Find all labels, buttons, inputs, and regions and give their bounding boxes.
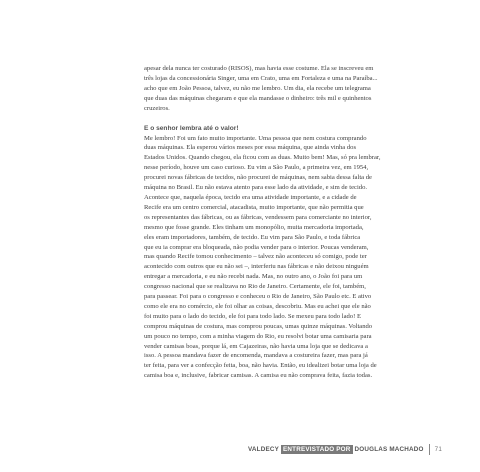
footer-interviewed-by-label: ENTREVISTADO POR	[283, 445, 351, 453]
interview-answer-paragraph: apesar dela nunca ter costurado (RISOS), mas havia esse costume. Ela se inscreveu em três lojas da concessionária Singer, uma em Crato, uma em Fortaleza e uma na Paraíba... acho que em João Pessoa, talvez, eu não me lembro. Um dia, ela recebe um telegrama que duas das máquinas chegaram e que ela mandasse o dinheiro: três mil e quinhentos cruzeiros.	[144, 65, 378, 112]
page-number: 71	[434, 445, 443, 453]
interview-question: E o senhor lembra até o valor!	[144, 124, 239, 132]
footer-author-name: DOUGLAS MACHADO	[354, 445, 424, 453]
footer-divider	[429, 444, 430, 455]
page-content	[144, 64, 441, 381]
page-footer	[248, 444, 442, 454]
footer-interviewee-name: VALDECY	[248, 445, 280, 453]
interview-answer-paragraph-2: Me lembro! Foi um fato muito importante. Uma pessoa que nem costura comprando duas máquinas. Ela esperou vários meses por essa máquina, que ainda vinha dos Estados Unidos. Quando chegou, ela ficou com as duas. Muito bem! Mas, só pra lembrar, nesse período, houve um caso curioso. Eu vim a São Paulo, a primeira vez, em 1954, procurei novas fábricas de tecidos, não procurei de máquinas, nem sabia dessa falta de máquina no Brasil. Eu não estava atento para esse lado da atividade, e sim de tecido. Acontece que, naquela época, tecido era uma atividade importante, e a cidade de Recife era um centro comercial, atacadista, muito importante, que não permitia que os representantes das fábricas, ou as fábricas, vendessem para comerciante no interior, mesmo que fosse grande. Eles tinham um monopólio, muita mercadoria importada, eles eram importadores, também, de tecido. Eu vim para São Paulo, e toda fábrica que eu ia comprar era bloqueada, não podia vender para o interior. Poucas venderam, mas quando Recife tomou conhecimento – talvez não aconteceu só comigo, pode ter acontecido com outros que eu não sei –, interferiu nas fábricas e não deixou ninguém entregar a mercadoria, e eu não recebi nada. Mas, no outro ano, o João foi para um congresso nacional que se realizava no Rio de Janeiro. Certamente, ele foi, também, para passear. Foi para o congresso e conheceu o Rio de Janeiro, São Paulo etc. E ativo como ele era no comércio, ele foi olhar as coisas, descobriu. Mas eu achei que ele não foi muito para o lado do tecido, ele foi para todo lado. Se mexeu para todo lado! E comprou máquinas de costura, mas comprou poucas, umas quinze máquinas. Voltando um pouco no tempo, com a minha viagem do Rio, eu resolvi botar uma camisaria para vender camisas boas, porque lá, em Cajazeiras, não havia uma loja que se dedicava a isso. A pessoa mandava fazer de encomenda, mandava a costureira fazer, mas para já ter feita, para ver a confecção feita, boa, não havia. Então, eu idealizei botar uma loja de camisa boa e, inclusive, fabricar camisas. A camisa eu não comprava feita, fazia todas.	[144, 134, 381, 380]
